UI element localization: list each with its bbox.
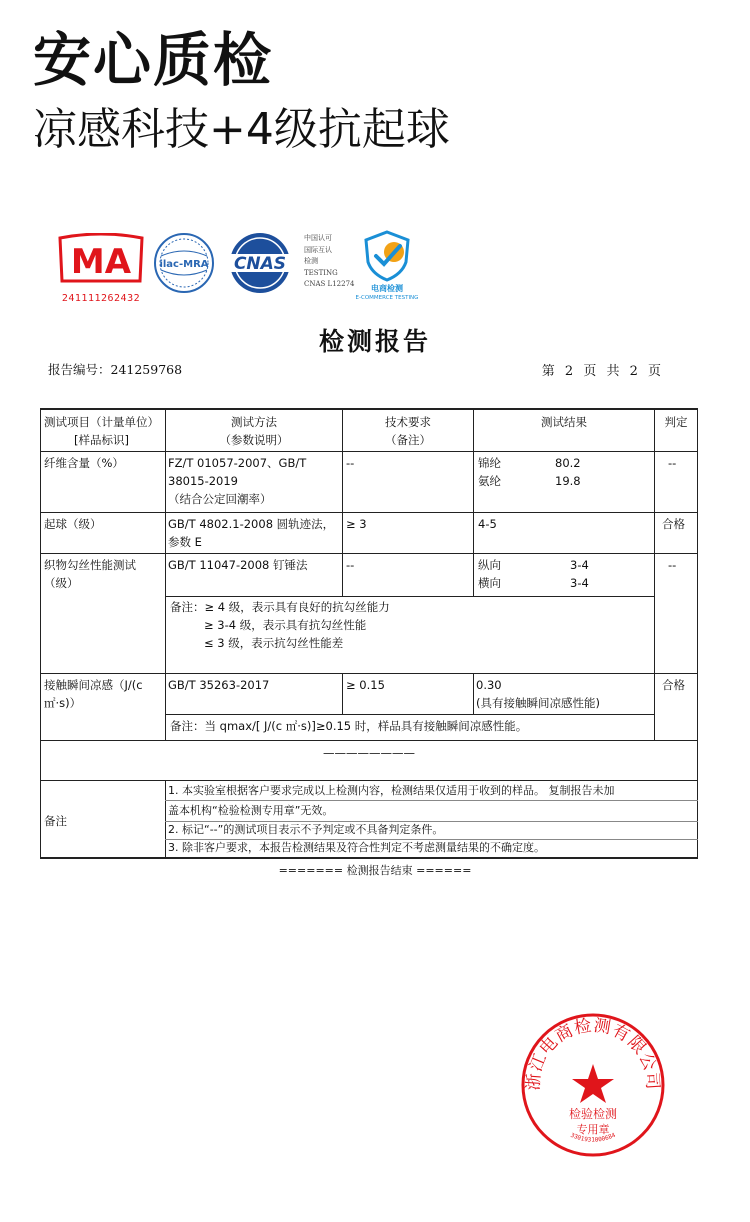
remarks-label: 备注: [44, 814, 67, 828]
row-cooling-method: GB/T 35263-2017: [168, 678, 270, 692]
row-pilling-item: 起球（级）: [44, 517, 102, 531]
remark-line: 1. 本实验室根据客户要求完成以上检测内容，检测结果仅适用于收到的样品。 复制报告未加: [168, 784, 615, 797]
table-border: [165, 800, 698, 801]
row-fiber-result-value: 19.8: [555, 474, 581, 488]
row-snag-item: 织物勾丝性能测试 （级）: [44, 558, 136, 590]
row-snag-result-label: 纵向: [478, 558, 501, 572]
report-end-marker: ======= 检测报告结束 ======: [278, 864, 472, 877]
row-cooling-verdict: 合格: [662, 678, 685, 692]
cnas-logo: [222, 232, 298, 294]
table-border: [697, 408, 698, 858]
row-fiber-result-value: 80.2: [555, 456, 581, 470]
ec-logo-subtitle: E-COMMERCE TESTING: [355, 295, 419, 300]
table-border: [473, 408, 474, 596]
table-border: [40, 408, 41, 858]
row-cooling-result: 0.30 (具有接触瞬间凉感性能): [476, 678, 600, 710]
cnas-line: 中国认可: [304, 234, 332, 242]
table-border: [40, 451, 698, 452]
table-border: [342, 673, 343, 714]
header-requirement: 技术要求 （备注）: [385, 415, 431, 447]
header-result: 测试结果: [541, 415, 587, 429]
row-snag-method: GB/T 11047-2008 钉锤法: [168, 558, 308, 572]
row-snag-result-value: 3-4: [570, 576, 589, 590]
row-snag-result-value: 3-4: [570, 558, 589, 572]
table-border: [165, 408, 166, 740]
table-border: [165, 714, 654, 715]
cma-logo: [52, 233, 150, 305]
ecommerce-testing-logo: [346, 228, 428, 300]
row-snag-requirement: --: [346, 558, 355, 572]
row-pilling-requirement: ≥ 3: [346, 517, 367, 531]
row-cooling-requirement: ≥ 0.15: [346, 678, 385, 692]
row-fiber-requirement: --: [346, 456, 355, 470]
cma-number: 241111262432: [61, 293, 141, 304]
remark-line: 3. 除非客户要求，本报告检测结果及符合性判定不考虑测量结果的不确定度。: [168, 841, 545, 854]
seal-code: 3301931000684: [569, 1131, 617, 1144]
row-cooling-item: 接触瞬间凉感（J/(c ㎡·s)）: [44, 678, 143, 710]
row-fiber-result-label: 氨纶: [478, 474, 501, 488]
table-border: [40, 740, 698, 741]
ilac-logo-text: ilac-MRA: [159, 259, 209, 270]
table-border: [473, 673, 474, 714]
page-indicator: 第 2 页 共 2 页: [541, 364, 664, 379]
seal-company-name: 浙江电商检测有限公司: [523, 1015, 663, 1092]
empty-row-dash: ————————: [323, 746, 415, 760]
row-snag-verdict: --: [668, 558, 677, 572]
table-border: [654, 408, 655, 740]
header-item: 测试项目（计量单位） [样品标识]: [44, 415, 159, 447]
row-pilling-result: 4-5: [478, 517, 497, 531]
ec-logo-title: 电商检测: [371, 284, 403, 293]
table-border: [165, 596, 654, 597]
cnas-line: 国际互认: [304, 245, 332, 254]
company-seal: [520, 1012, 666, 1158]
row-pilling-verdict: 合格: [662, 517, 685, 531]
header-verdict: 判定: [664, 415, 688, 429]
subheadline: 凉感科技+4级抗起球: [33, 104, 450, 155]
row-pilling-method: GB/T 4802.1-2008 圆轨迹法， 参数 E: [168, 517, 335, 549]
row-fiber-result-label: 锦纶: [478, 456, 501, 470]
row-cooling-note: 备注：当 qmax/[ J/(c ㎡·s)]≥0.15 时，样品具有接触瞬间凉感性能。: [170, 719, 528, 733]
cma-logo-text: MA: [70, 242, 132, 282]
row-snag-result-label: 横向: [478, 576, 501, 590]
remark-line: 2. 标记“--”的测试项目表示不予判定或不具备判定条件。: [168, 823, 444, 836]
row-fiber-method: FZ/T 01057-2007、GB/T 38015-2019 （结合公定回潮率）: [168, 456, 307, 506]
table-border: [40, 857, 698, 859]
row-fiber-item: 纤维含量（%）: [44, 456, 124, 470]
cnas-line: CNAS L12274: [304, 280, 355, 288]
table-border: [165, 780, 166, 858]
cnas-line: 检测: [304, 257, 318, 265]
table-border: [40, 408, 698, 410]
report-title: 检测报告: [318, 327, 431, 356]
remark-line: 盖本机构“检验检测专用章”无效。: [168, 804, 334, 817]
headline: 安心质检: [33, 26, 274, 94]
cnas-logo-text: CNAS: [233, 254, 287, 274]
row-snag-note: 备注：≥ 4 级，表示具有良好的抗勾丝能力 ≥ 3-4 级，表示具有抗勾丝性能 ≤ 3 级，表示抗勾丝性能差: [170, 600, 390, 650]
seal-line2: 专用章: [576, 1123, 610, 1136]
seal-star-icon: [572, 1064, 614, 1103]
row-fiber-verdict: --: [668, 456, 677, 470]
table-border: [40, 553, 698, 554]
table-border: [40, 780, 698, 781]
header-method: 测试方法 （参数说明）: [219, 415, 289, 447]
report-number: 报告编号：241259768: [48, 362, 183, 377]
ilac-mra-logo: [153, 232, 215, 294]
seal-line1: 检验检测: [568, 1107, 618, 1121]
table-border: [40, 673, 698, 674]
table-border: [40, 512, 698, 513]
cnas-line: TESTING: [304, 268, 338, 277]
